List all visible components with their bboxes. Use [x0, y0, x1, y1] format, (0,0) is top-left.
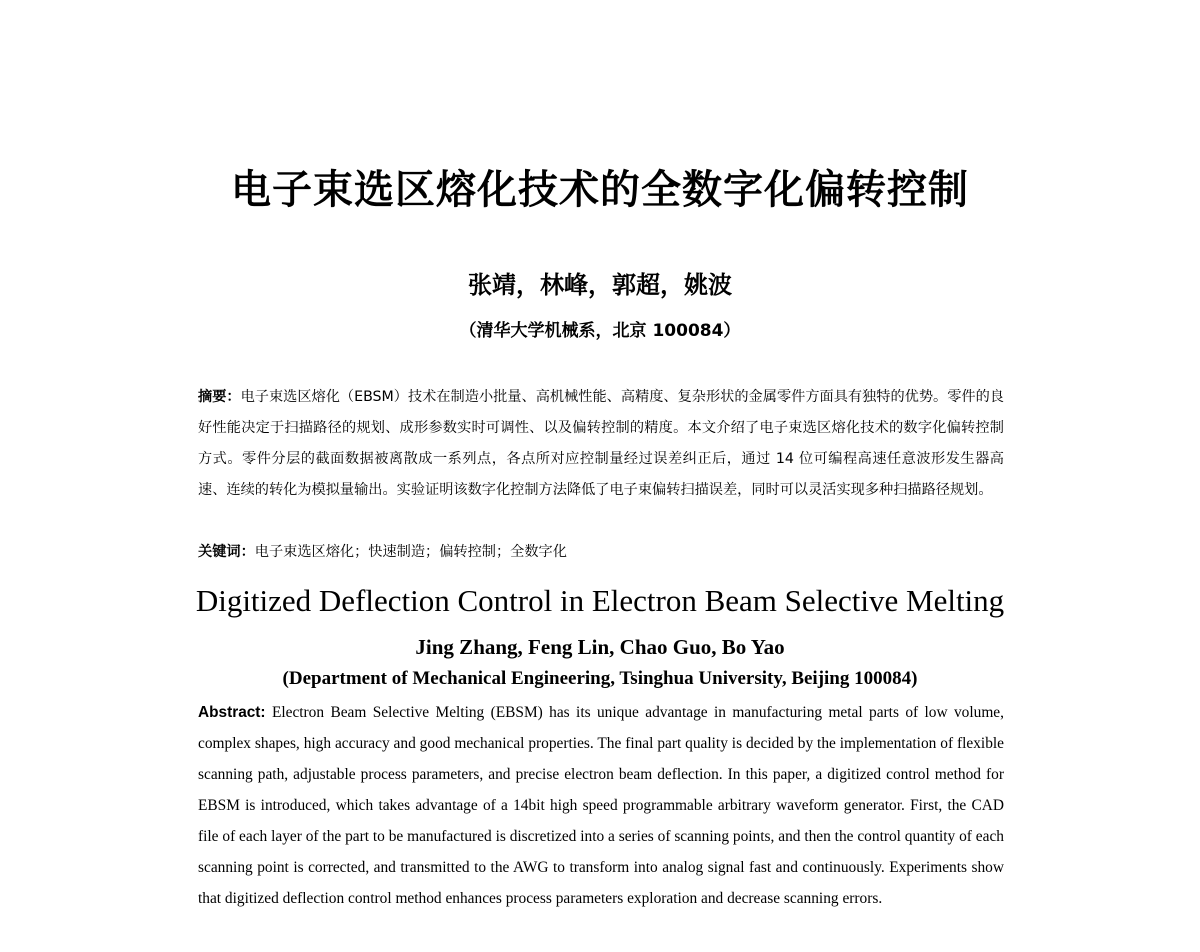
chinese-authors: 张靖，林峰，郭超，姚波	[468, 271, 732, 299]
english-title: Digitized Deflection Control in Electron Beam Selective Melting	[195, 583, 1005, 618]
chinese-keywords	[198, 537, 1004, 568]
chinese-title: 电子束选区熔化技术的全数字化偏转控制	[231, 167, 969, 213]
chinese-abstract-label: 摘要：	[198, 389, 241, 405]
chinese-keywords-label: 关键词：	[198, 544, 255, 560]
chinese-affiliation: （清华大学机械系，北京 100084）	[459, 321, 741, 341]
chinese-abstract-text: 电子束选区熔化（EBSM）技术在制造小批量、高机械性能、高精度、复杂形状的金属零件方面具有独特的优势。零件的良好性能决定于扫描路径的规划、成形参数实时可调性、以及偏转控制的精度。本文介绍了电子束选区熔化技术的数字化偏转控制方式。零件分层的截面数据被离散成一系列点，各点所对应控制量经过误差纠正后，通过 14 位可编程高速任意波形发生器高速、连续的转化为模拟量输出。实验证明该数字化控制方法降低了电子束偏转扫描误差，同时可以灵活实现多种扫描路径规划。	[198, 389, 1004, 498]
chinese-keywords-text: 电子束选区熔化；快速制造；偏转控制；全数字化	[254, 544, 567, 560]
english-affiliation: (Department of Mechanical Engineering, Tsinghua University, Beijing 100084)	[282, 668, 918, 689]
chinese-abstract	[198, 382, 1004, 506]
english-abstract-text: Electron Beam Selective Melting (EBSM) has its unique advantage in manufacturing metal parts of low volume, complex shapes, high accuracy and good mechanical properties. The final part quality is decided by the implementation of flexible scanning path, adjustable process parameters, and precise electron beam deflection. In this paper, a digitized control method for EBSM is introduced, which takes advantage of a 14bit high speed programmable arbitrary waveform generator. First, the CAD file of each layer of the part to be manufactured is discretized into a series of scanning points, and then the control quantity of each scanning point is corrected, and transmitted to the AWG to transform into analog signal fast and continuously. Experiments show that digitized deflection control method enhances process parameters exploration and decrease scanning errors.	[198, 704, 1004, 907]
english-abstract	[198, 697, 1004, 914]
english-abstract-label: Abstract:	[198, 704, 266, 721]
english-authors: Jing Zhang, Feng Lin, Chao Guo, Bo Yao	[415, 635, 785, 659]
